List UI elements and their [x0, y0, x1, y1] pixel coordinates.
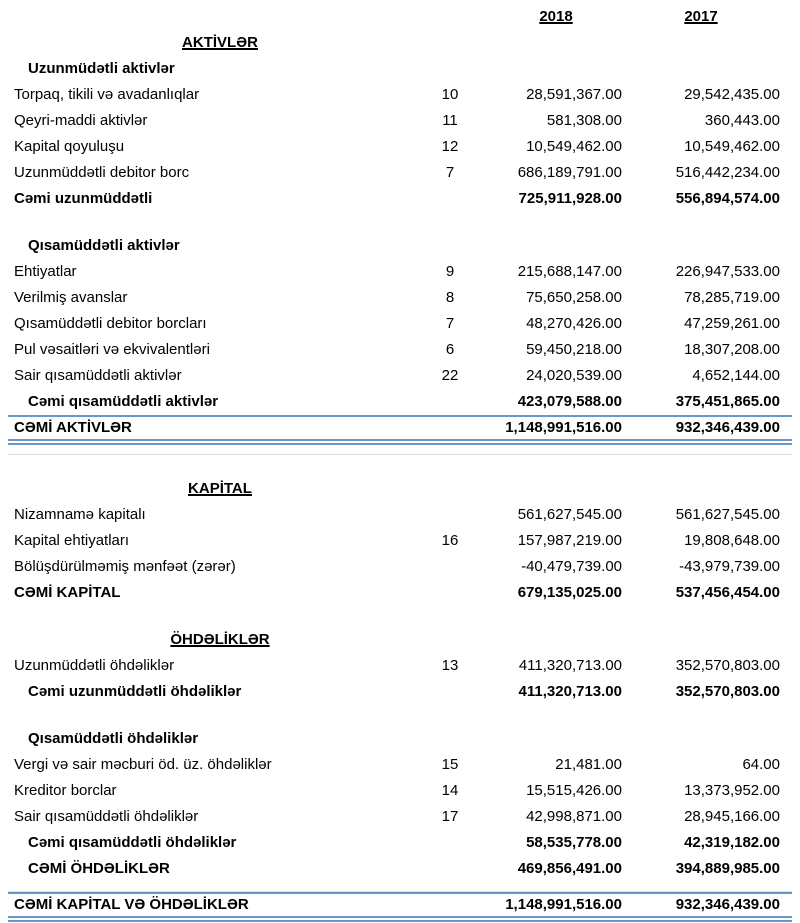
value-2018: 75,650,258.00	[526, 289, 622, 306]
table-row-total	[0, 580, 800, 606]
value-2018-cell	[490, 679, 622, 705]
value-2018: 42,998,871.00	[526, 808, 622, 825]
row-label: Kreditor borclar	[14, 782, 117, 799]
row-label: Uzunmüddətli öhdəliklər	[14, 657, 175, 674]
value-2018-cell	[490, 580, 622, 606]
value-2018: 581,308.00	[546, 112, 622, 129]
row-label-cell	[0, 285, 410, 311]
value-2018: 686,189,791.00	[517, 164, 622, 181]
note-cell	[410, 894, 490, 916]
value-2018-cell	[490, 259, 622, 285]
table-row-subheading	[0, 56, 800, 82]
value-2017-cell	[622, 476, 780, 502]
row-label: Uzunmüddətli debitor borc	[14, 164, 190, 181]
row-label-cell	[0, 82, 410, 108]
value-2017-cell	[630, 882, 788, 891]
row-label-cell	[0, 259, 410, 285]
table-row-item	[0, 778, 800, 804]
note-cell	[410, 679, 490, 705]
note-cell	[410, 134, 490, 160]
value-2017-cell	[622, 233, 780, 259]
value-2018-cell	[490, 160, 622, 186]
value-2018: 21,481.00	[555, 756, 622, 773]
value-2018-cell	[490, 233, 622, 259]
value-2017-cell	[622, 894, 780, 916]
note-cell	[410, 528, 490, 554]
value-2017-cell	[622, 389, 780, 415]
note-cell	[410, 417, 490, 439]
row-label-cell	[0, 804, 410, 830]
note-number: 7	[445, 164, 455, 181]
value-2018: 28,591,367.00	[526, 86, 622, 103]
value-2017: 4,652,144.00	[692, 367, 780, 384]
note-cell	[410, 830, 490, 856]
row-label: Sair qısamüddətli öhdəliklər	[14, 808, 199, 825]
value-2018-cell	[490, 606, 622, 627]
row-label-cell	[0, 627, 410, 653]
value-2017: -43,979,739.00	[679, 558, 780, 575]
value-2018-cell	[490, 4, 622, 30]
note-cell	[418, 445, 498, 454]
value-2018-cell	[498, 445, 630, 454]
row-label-cell	[0, 856, 410, 882]
column-header-2018: 2018	[539, 8, 573, 25]
note-cell	[410, 804, 490, 830]
value-2018-cell	[490, 389, 622, 415]
row-label: Verilmiş avanslar	[14, 289, 128, 306]
note-number: 14	[441, 782, 459, 799]
value-2018-cell	[490, 528, 622, 554]
table-row-item	[0, 752, 800, 778]
row-label-cell	[8, 417, 410, 439]
value-2017: 932,346,439.00	[675, 896, 780, 913]
value-2017: 352,570,803.00	[675, 683, 780, 700]
value-2017-cell	[622, 56, 780, 82]
value-2018: 157,987,219.00	[517, 532, 622, 549]
value-2018-cell	[490, 417, 622, 439]
row-label-cell	[0, 778, 410, 804]
value-2018-cell	[490, 752, 622, 778]
table-row-subheading	[0, 726, 800, 752]
value-2017-cell	[622, 134, 780, 160]
table-row-item	[0, 502, 800, 528]
note-cell	[410, 752, 490, 778]
row-label-cell	[0, 311, 410, 337]
value-2017-cell	[630, 445, 788, 454]
value-2017-cell	[622, 830, 780, 856]
row-label-cell	[0, 4, 410, 30]
table-row-spacer	[0, 705, 800, 726]
value-2018-cell	[490, 186, 622, 212]
value-2018-cell	[490, 627, 622, 653]
row-label: Cəmi qısamüddətli öhdəliklər	[28, 834, 237, 851]
note-cell	[410, 502, 490, 528]
value-2018-cell	[490, 56, 622, 82]
value-2018: 59,450,218.00	[526, 341, 622, 358]
row-label-cell	[0, 679, 410, 705]
row-label-cell	[0, 830, 410, 856]
row-label: Bölüşdürülməmiş mənfəət (zərər)	[14, 558, 236, 575]
note-number: 12	[441, 138, 459, 155]
row-label: Qısamüddətli aktivlər	[28, 237, 180, 254]
row-label: KAPİTAL	[188, 480, 252, 497]
value-2018: 215,688,147.00	[517, 263, 622, 280]
value-2018: 561,627,545.00	[517, 506, 622, 523]
table-row-spacer	[0, 606, 800, 627]
value-2017: 932,346,439.00	[675, 419, 780, 436]
note-number: 10	[441, 86, 459, 103]
table-row-divider	[8, 882, 792, 892]
note-cell	[410, 580, 490, 606]
note-cell	[410, 82, 490, 108]
value-2018-cell	[490, 830, 622, 856]
value-2017-cell	[622, 417, 780, 439]
value-2018: 411,320,713.00	[518, 657, 622, 674]
row-label: Qeyri-maddi aktivlər	[14, 112, 148, 129]
value-2017: 226,947,533.00	[675, 263, 780, 280]
value-2017: 516,442,234.00	[675, 164, 780, 181]
note-cell	[410, 554, 490, 580]
note-cell	[418, 882, 498, 891]
table-row-item	[0, 804, 800, 830]
value-2018-cell	[490, 502, 622, 528]
value-2018-cell	[490, 778, 622, 804]
value-2018: 24,020,539.00	[526, 367, 622, 384]
note-number: 8	[445, 289, 455, 306]
value-2017-cell	[622, 778, 780, 804]
value-2017-cell	[622, 30, 780, 56]
value-2017-cell	[622, 160, 780, 186]
row-label: Vergi və sair məcburi öd. üz. öhdəliklər	[14, 756, 272, 773]
value-2017-cell	[622, 580, 780, 606]
row-label: Cəmi uzunmüddətli öhdəliklər	[28, 683, 242, 700]
note-cell	[410, 30, 490, 56]
value-2018-cell	[490, 311, 622, 337]
row-label-cell	[0, 134, 410, 160]
row-label: CƏMİ ÖHDƏLİKLƏR	[28, 860, 170, 877]
row-label-cell	[0, 606, 410, 627]
value-2018: 58,535,778.00	[526, 834, 622, 851]
value-2017: 537,456,454.00	[675, 584, 780, 601]
note-cell	[410, 311, 490, 337]
value-2018-cell	[490, 30, 622, 56]
value-2018: 15,515,426.00	[526, 782, 622, 799]
row-label: Sair qısamüddətli aktivlər	[14, 367, 182, 384]
note-number: 22	[441, 367, 459, 384]
table-row-item	[0, 528, 800, 554]
value-2017: 78,285,719.00	[684, 289, 780, 306]
value-2018-cell	[490, 554, 622, 580]
row-label-cell	[0, 30, 410, 56]
table-row-item	[0, 82, 800, 108]
row-label: CƏMİ AKTİVLƏR	[14, 419, 132, 436]
table-row-item	[0, 311, 800, 337]
value-2017-cell	[622, 82, 780, 108]
value-2017: 64.00	[742, 756, 780, 773]
value-2017-cell	[622, 259, 780, 285]
value-2018-cell	[490, 476, 622, 502]
value-2018-cell	[490, 134, 622, 160]
row-label-cell	[0, 363, 410, 389]
table-row-item	[0, 160, 800, 186]
value-2017: 556,894,574.00	[675, 190, 780, 207]
table-row-grandtotal	[8, 415, 792, 445]
value-2017: 28,945,166.00	[684, 808, 780, 825]
value-2018-cell	[490, 726, 622, 752]
row-label-cell	[0, 726, 410, 752]
row-label-cell	[0, 476, 410, 502]
value-2018-cell	[490, 653, 622, 679]
note-number: 13	[441, 657, 459, 674]
row-label: Cəmi qısamüddətli aktivlər	[28, 393, 219, 410]
note-cell	[410, 389, 490, 415]
row-label: Qısamüddətli debitor borcları	[14, 315, 207, 332]
value-2018-cell	[498, 882, 630, 891]
table-row-item	[0, 134, 800, 160]
value-2018-cell	[490, 856, 622, 882]
value-2017: 19,808,648.00	[684, 532, 780, 549]
table-row-colheader	[0, 4, 800, 30]
value-2017-cell	[622, 285, 780, 311]
row-label-cell	[0, 389, 410, 415]
note-cell	[410, 108, 490, 134]
value-2018: 725,911,928.00	[518, 190, 622, 207]
value-2018-cell	[490, 337, 622, 363]
note-cell	[410, 726, 490, 752]
value-2018-cell	[490, 82, 622, 108]
table-row-item	[0, 285, 800, 311]
note-number: 17	[441, 808, 459, 825]
value-2018-cell	[490, 285, 622, 311]
row-label-cell	[0, 56, 410, 82]
value-2017-cell	[622, 856, 780, 882]
row-label: Ehtiyatlar	[14, 263, 77, 280]
value-2017: 360,443.00	[704, 112, 780, 129]
table-row-spacer	[0, 212, 800, 233]
value-2018-cell	[490, 108, 622, 134]
row-label-cell	[8, 445, 418, 454]
value-2018: 423,079,588.00	[517, 393, 622, 410]
row-label: Nizamnamə kapitalı	[14, 506, 146, 523]
value-2018: 48,270,426.00	[526, 315, 622, 332]
value-2017: 10,549,462.00	[684, 138, 780, 155]
value-2017: 375,451,865.00	[675, 393, 780, 410]
value-2017: 47,259,261.00	[684, 315, 780, 332]
table-row-subtotal	[0, 856, 800, 882]
note-cell	[410, 778, 490, 804]
note-cell	[410, 4, 490, 30]
row-label: Uzunmüdətli aktivlər	[28, 60, 175, 77]
value-2017-cell	[622, 455, 780, 476]
row-label-cell	[0, 212, 410, 233]
value-2017-cell	[622, 554, 780, 580]
row-label: CƏMİ KAPİTAL VƏ ÖHDƏLİKLƏR	[14, 896, 249, 913]
row-label-cell	[0, 108, 410, 134]
table-row-subtotal	[0, 389, 800, 415]
table-row-section	[0, 476, 800, 502]
note-number: 7	[445, 315, 455, 332]
row-label: Cəmi uzunmüddətli	[14, 190, 153, 207]
row-label-cell	[0, 705, 410, 726]
value-2017-cell	[622, 606, 780, 627]
value-2018: 469,856,491.00	[517, 860, 622, 877]
value-2017-cell	[622, 705, 780, 726]
note-cell	[410, 606, 490, 627]
note-cell	[410, 56, 490, 82]
row-label-cell	[0, 186, 410, 212]
table-row-grandtotal	[8, 892, 792, 922]
table-row-item	[0, 363, 800, 389]
row-label: CƏMİ KAPİTAL	[14, 584, 121, 601]
value-2017: 18,307,208.00	[684, 341, 780, 358]
row-label: Kapital qoyuluşu	[14, 138, 125, 155]
note-cell	[410, 363, 490, 389]
value-2018: -40,479,739.00	[521, 558, 622, 575]
value-2017: 29,542,435.00	[684, 86, 780, 103]
table-row-section	[0, 627, 800, 653]
value-2017-cell	[622, 337, 780, 363]
table-row-spacer	[0, 455, 800, 476]
value-2017-cell	[622, 726, 780, 752]
row-label: ÖHDƏLİKLƏR	[170, 631, 270, 648]
row-label: AKTİVLƏR	[182, 34, 258, 51]
value-2018-cell	[490, 455, 622, 476]
note-cell	[410, 212, 490, 233]
value-2018-cell	[490, 363, 622, 389]
table-row-item	[0, 554, 800, 580]
row-label-cell	[0, 455, 410, 476]
note-number: 11	[442, 112, 458, 129]
value-2018: 1,148,991,516.00	[505, 896, 622, 913]
table-row-item	[0, 337, 800, 363]
row-label-cell	[8, 882, 418, 891]
row-label-cell	[0, 554, 410, 580]
note-cell	[410, 705, 490, 726]
value-2018: 10,549,462.00	[526, 138, 622, 155]
note-cell	[410, 160, 490, 186]
note-cell	[410, 233, 490, 259]
table-row-subtotal	[0, 830, 800, 856]
value-2017: 42,319,182.00	[684, 834, 780, 851]
row-label: Qısamüddətli öhdəliklər	[28, 730, 199, 747]
value-2017: 13,373,952.00	[684, 782, 780, 799]
value-2018: 411,320,713.00	[518, 683, 622, 700]
value-2017: 561,627,545.00	[675, 506, 780, 523]
table-row-item	[0, 259, 800, 285]
row-label-cell	[0, 653, 410, 679]
value-2017-cell	[622, 679, 780, 705]
row-label: Pul vəsaitləri və ekvivalentləri	[14, 341, 210, 358]
note-cell	[410, 259, 490, 285]
value-2018-cell	[490, 705, 622, 726]
value-2018: 1,148,991,516.00	[505, 419, 622, 436]
table-row-total	[0, 186, 800, 212]
note-number: 6	[445, 341, 455, 358]
value-2018-cell	[490, 212, 622, 233]
value-2017-cell	[622, 4, 780, 30]
note-number: 16	[441, 532, 459, 549]
value-2017-cell	[622, 311, 780, 337]
table-row-item	[0, 108, 800, 134]
table-row-item	[0, 653, 800, 679]
note-cell	[410, 653, 490, 679]
value-2017-cell	[622, 528, 780, 554]
value-2018-cell	[490, 804, 622, 830]
row-label-cell	[0, 233, 410, 259]
note-cell	[410, 186, 490, 212]
value-2017: 352,570,803.00	[675, 657, 780, 674]
value-2018-cell	[490, 894, 622, 916]
row-label-cell	[0, 752, 410, 778]
row-label: Torpaq, tikili və avadanlıqlar	[14, 86, 200, 103]
table-row-divider	[8, 445, 792, 455]
row-label-cell	[0, 337, 410, 363]
column-header-2017: 2017	[684, 8, 718, 25]
value-2017-cell	[622, 502, 780, 528]
note-number: 15	[441, 756, 459, 773]
note-cell	[410, 856, 490, 882]
value-2017-cell	[622, 186, 780, 212]
note-cell	[410, 627, 490, 653]
row-label-cell	[0, 580, 410, 606]
table-row-subheading	[0, 233, 800, 259]
note-cell	[410, 337, 490, 363]
note-number: 9	[445, 263, 455, 280]
row-label-cell	[0, 160, 410, 186]
value-2017-cell	[622, 212, 780, 233]
table-row-section	[0, 30, 800, 56]
note-cell	[410, 285, 490, 311]
value-2017-cell	[622, 804, 780, 830]
row-label-cell	[0, 502, 410, 528]
note-cell	[410, 476, 490, 502]
value-2017-cell	[622, 752, 780, 778]
value-2017-cell	[622, 363, 780, 389]
note-cell	[410, 455, 490, 476]
table-row-subtotal	[0, 679, 800, 705]
value-2017-cell	[622, 108, 780, 134]
row-label-cell	[0, 528, 410, 554]
row-label-cell	[8, 894, 410, 916]
value-2017-cell	[622, 653, 780, 679]
value-2018: 679,135,025.00	[517, 584, 622, 601]
value-2017: 394,889,985.00	[675, 860, 780, 877]
value-2017-cell	[622, 627, 780, 653]
row-label: Kapital ehtiyatları	[14, 532, 130, 549]
